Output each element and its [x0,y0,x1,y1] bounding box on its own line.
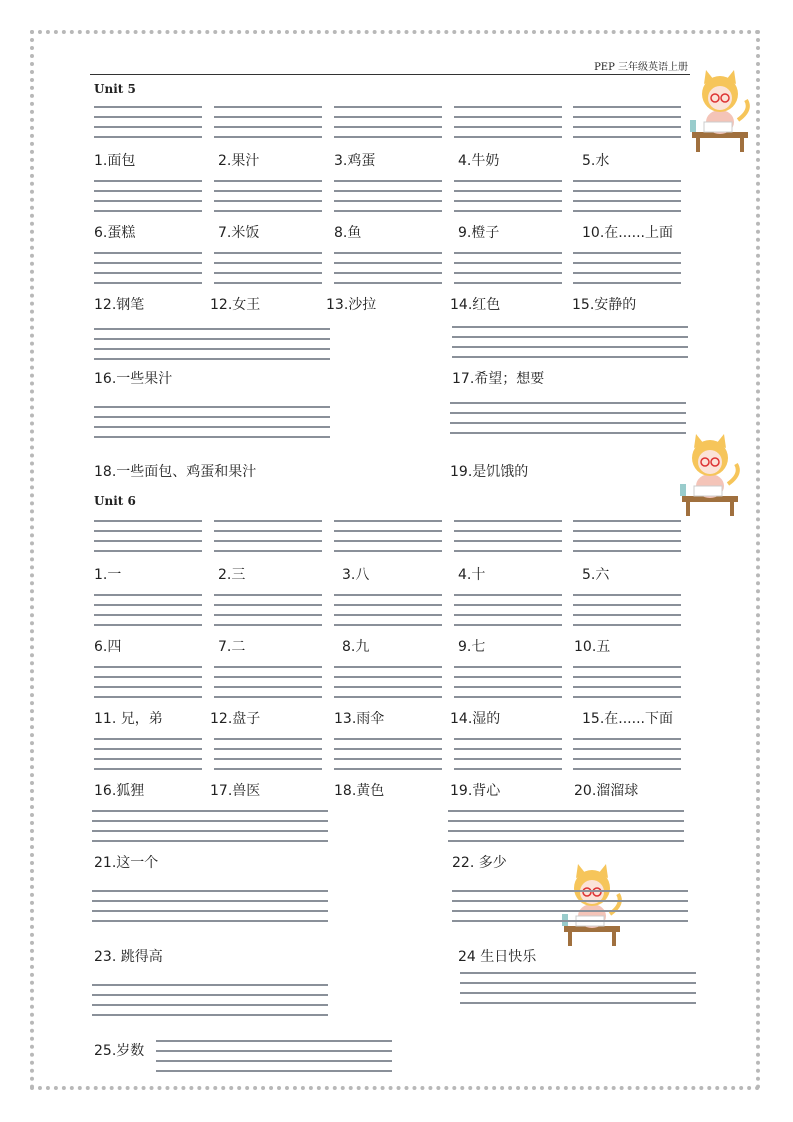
writing-lines[interactable] [214,180,322,212]
unit-5-title: Unit 5 [94,82,136,96]
vocab-item: 19.是饥饿的 [450,464,529,480]
vocab-item: 1.一 [94,567,122,583]
vocab-item: 4.十 [458,567,486,583]
vocab-item: 9.橙子 [458,225,500,241]
writing-lines[interactable] [452,326,688,358]
writing-lines[interactable] [94,406,330,438]
vocab-item: 9.七 [458,639,486,655]
writing-lines[interactable] [156,1040,392,1072]
vocab-item: 5.六 [582,567,610,583]
vocab-item: 17.兽医 [210,783,261,799]
writing-lines[interactable] [94,328,330,360]
writing-lines[interactable] [94,106,202,138]
writing-lines[interactable] [94,738,202,770]
header-title: PEP 三年级英语上册 [594,62,688,73]
writing-lines[interactable] [454,666,562,698]
writing-lines[interactable] [334,252,442,284]
vocab-item: 18.黄色 [334,783,385,799]
vocab-item: 13.沙拉 [326,297,377,313]
vocab-item: 4.牛奶 [458,153,500,169]
writing-lines[interactable] [573,666,681,698]
unit-6-title: Unit 6 [94,494,136,508]
writing-lines[interactable] [92,984,328,1016]
vocab-item: 10.五 [574,639,611,655]
writing-lines[interactable] [450,402,686,434]
writing-lines[interactable] [573,594,681,626]
vocab-item: 8.鱼 [334,225,362,241]
vocab-item: 7.米饭 [218,225,260,241]
writing-lines[interactable] [454,106,562,138]
writing-lines[interactable] [573,106,681,138]
vocab-item: 6.蛋糕 [94,225,136,241]
cat-girl-mascot [676,434,742,516]
writing-lines[interactable] [454,520,562,552]
writing-lines[interactable] [92,890,328,922]
writing-lines[interactable] [573,520,681,552]
vocab-item: 7.二 [218,639,246,655]
writing-lines[interactable] [214,252,322,284]
vocab-item: 11. 兄，弟 [94,711,163,727]
writing-lines[interactable] [460,972,696,1004]
vocab-item: 15.在......下面 [582,711,673,727]
writing-lines[interactable] [94,180,202,212]
writing-lines[interactable] [448,810,684,842]
vocab-item: 2.三 [218,567,246,583]
writing-lines[interactable] [334,520,442,552]
vocab-item: 16.狐狸 [94,783,145,799]
writing-lines[interactable] [214,594,322,626]
writing-lines[interactable] [214,106,322,138]
vocab-item: 3.八 [342,567,370,583]
vocab-item: 8.九 [342,639,370,655]
vocab-item: 12.盘子 [210,711,261,727]
writing-lines[interactable] [334,738,442,770]
writing-lines[interactable] [454,252,562,284]
vocab-item: 19.背心 [450,783,501,799]
writing-lines[interactable] [454,180,562,212]
vocab-item: 20.溜溜球 [574,783,639,799]
vocab-item: 12.钢笔 [94,297,145,313]
writing-lines[interactable] [214,738,322,770]
writing-lines[interactable] [573,738,681,770]
writing-lines[interactable] [94,252,202,284]
writing-lines[interactable] [573,252,681,284]
vocab-item: 14.红色 [450,297,501,313]
vocab-item: 5.水 [582,153,610,169]
vocab-item: 2.果汁 [218,153,260,169]
vocab-item: 18.一些面包、鸡蛋和果汁 [94,464,257,480]
vocab-item: 23. 跳得高 [94,949,163,965]
writing-lines[interactable] [454,738,562,770]
vocab-item: 1.面包 [94,153,136,169]
vocab-item: 10.在......上面 [582,225,673,241]
writing-lines[interactable] [452,890,688,922]
vocab-item: 12.女王 [210,297,261,313]
vocab-item: 24 生日快乐 [458,949,537,965]
vocab-item: 14.湿的 [450,711,501,727]
writing-lines[interactable] [454,594,562,626]
vocab-item: 13.雨伞 [334,711,385,727]
vocab-item: 15.安静的 [572,297,637,313]
vocab-item: 17.希望；想要 [452,371,545,387]
writing-lines[interactable] [94,520,202,552]
writing-lines[interactable] [334,594,442,626]
writing-lines[interactable] [214,520,322,552]
writing-lines[interactable] [334,180,442,212]
writing-lines[interactable] [214,666,322,698]
vocab-item: 25.岁数 [94,1043,145,1059]
writing-lines[interactable] [334,666,442,698]
vocab-item: 22. 多少 [452,855,507,871]
vocab-item: 21.这一个 [94,855,159,871]
vocab-item: 6.四 [94,639,122,655]
writing-lines[interactable] [92,810,328,842]
cat-girl-mascot [686,70,752,152]
writing-lines[interactable] [94,594,202,626]
page-header [90,56,690,75]
writing-lines[interactable] [334,106,442,138]
writing-lines[interactable] [573,180,681,212]
writing-lines[interactable] [94,666,202,698]
vocab-item: 16.一些果汁 [94,371,173,387]
vocab-item: 3.鸡蛋 [334,153,376,169]
